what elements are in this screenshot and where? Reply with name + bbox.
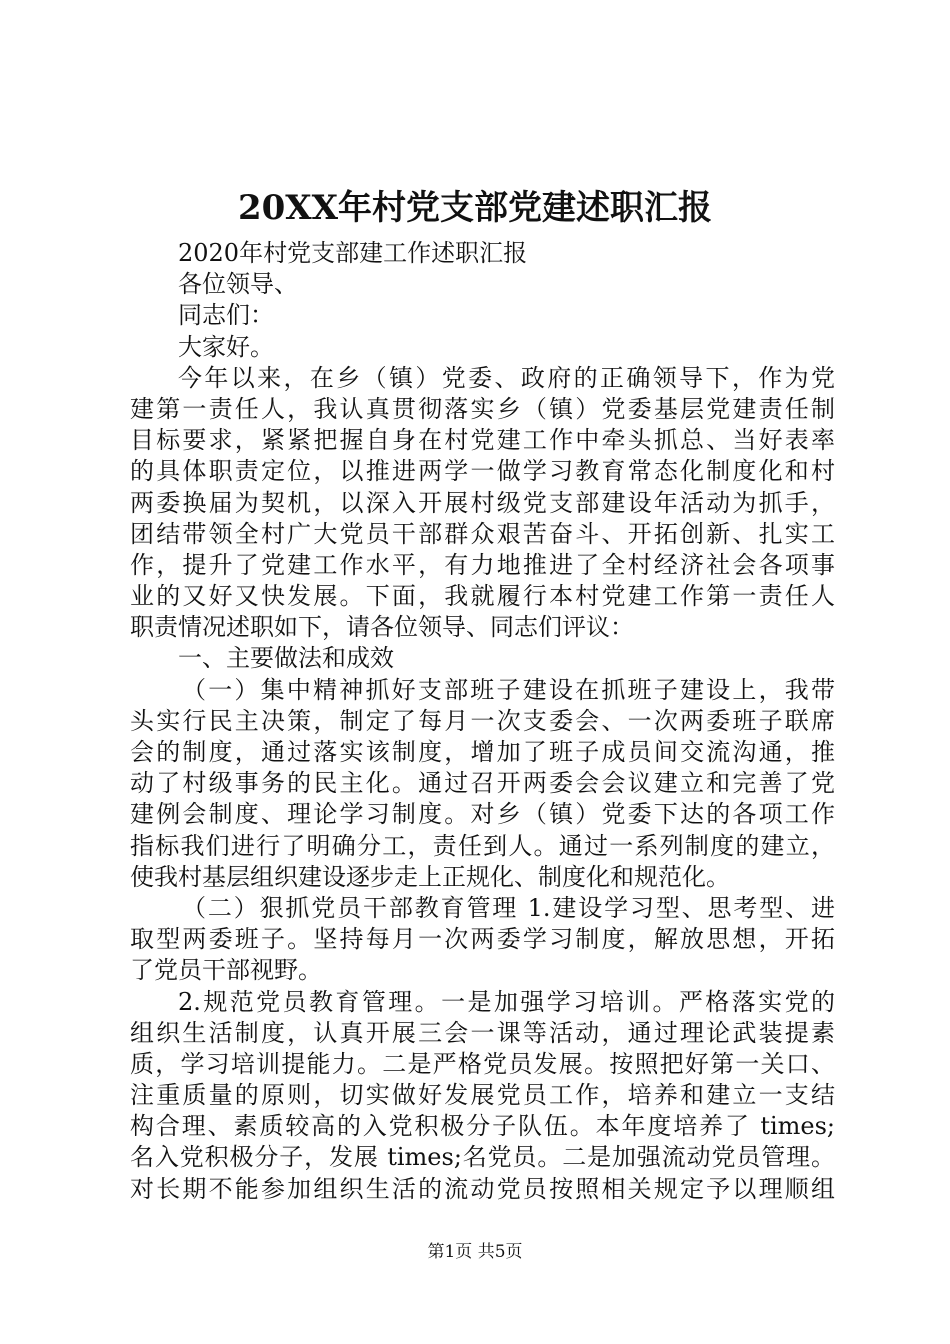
document-title: 20XX年村党支部党建述职汇报	[237, 188, 713, 228]
paragraph-line: 作，提升了党建工作水平，有力地推进了全村经济社会各项事	[130, 550, 835, 579]
paragraph-line: 建例会制度、理论学习制度。对乡（镇）党委下达的各项工作	[130, 800, 835, 829]
paragraph-line: （一）集中精神抓好支部班子建设在抓班子建设上，我带	[182, 675, 835, 704]
paragraph-line: 质，学习培训提能力。二是严格党员发展。按照把好第一关口、	[130, 1049, 835, 1078]
salutation-line: 同志们：	[178, 301, 274, 330]
paragraph-line: 两委换届为契机，以深入开展村级党支部建设年活动为抓手，	[130, 488, 835, 517]
paragraph-line: 团结带领全村广大党员干部群众艰苦奋斗、开拓创新、扎实工	[130, 519, 835, 548]
paragraph-line: 使我村基层组织建设逐步走上正规化、制度化和规范化。	[130, 862, 730, 891]
paragraph-line: 了党员干部视野。	[130, 956, 322, 985]
paragraph-line: 指标我们进行了明确分工，责任到人。通过一系列制度的建立，	[130, 831, 835, 860]
paragraph-line: （二）狠抓党员干部教育管理 1.建设学习型、思考型、进	[182, 893, 835, 922]
paragraph-line: 目标要求，紧紧把握自身在村党建工作中牵头抓总、当好表率	[130, 426, 835, 455]
greeting-line: 大家好。	[178, 332, 274, 361]
paragraph-line: 职责情况述职如下，请各位领导、同志们评议：	[130, 613, 634, 642]
paragraph-line: 注重质量的原则，切实做好发展党员工作，培养和建立一支结	[130, 1081, 835, 1110]
paragraph-line: 今年以来，在乡（镇）党委、政府的正确领导下，作为党	[178, 363, 835, 392]
subtitle-line: 2020年村党支部建工作述职汇报	[178, 239, 528, 267]
paragraph-line: 构合理、素质较高的入党积极分子队伍。本年度培养了 times;	[130, 1112, 835, 1141]
paragraph-line: 头实行民主决策，制定了每月一次支委会、一次两委班子联席	[130, 706, 835, 735]
section-heading: 一、主要做法和成效	[178, 644, 394, 673]
paragraph-line: 对长期不能参加组织生活的流动党员按照相关规定予以理顺组	[130, 1174, 835, 1203]
paragraph-line: 的具体职责定位，以推进两学一做学习教育常态化制度化和村	[130, 457, 835, 486]
paragraph-line: 业的又好又快发展。下面，我就履行本村党建工作第一责任人	[130, 582, 835, 611]
paragraph-line: 名入党积极分子，发展 times;名党员。二是加强流动党员管理。	[130, 1143, 835, 1172]
salutation-line: 各位领导、	[178, 270, 298, 299]
paragraph-line: 动了村级事务的民主化。通过召开两委会会议建立和完善了党	[130, 769, 835, 798]
paragraph-line: 会的制度，通过落实该制度，增加了班子成员间交流沟通，推	[130, 738, 835, 766]
paragraph-line: 2.规范党员教育管理。一是加强学习培训。严格落实党的	[178, 987, 835, 1016]
paragraph-line: 组织生活制度，认真开展三会一课等活动，通过理论武装提素	[130, 1018, 835, 1047]
paragraph-line: 取型两委班子。坚持每月一次两委学习制度，解放思想，开拓	[130, 925, 835, 954]
paragraph-line: 建第一责任人，我认真贯彻落实乡（镇）党委基层党建责任制	[130, 394, 835, 423]
document-body	[130, 238, 835, 1205]
page-number-footer: 第1页 共5页	[427, 1242, 523, 1262]
